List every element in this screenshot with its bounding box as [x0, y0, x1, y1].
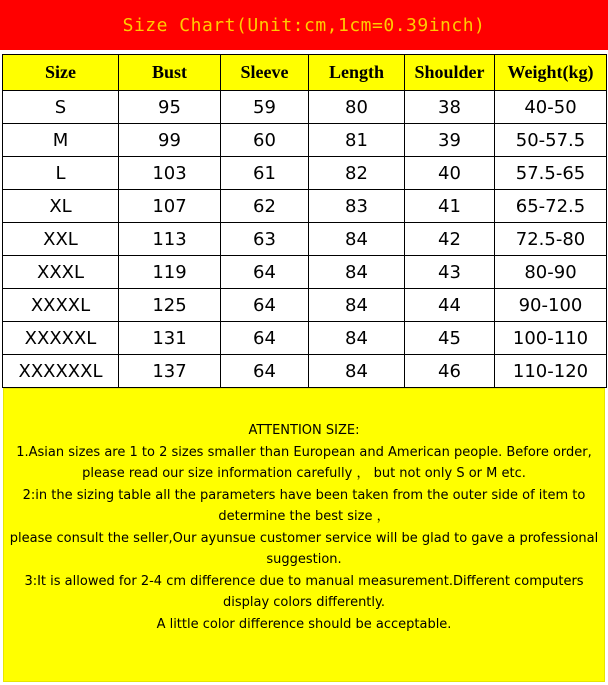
table-row	[3, 124, 607, 157]
table-row	[3, 289, 607, 322]
column-header-size: Size	[3, 55, 119, 91]
cell-shoulder: 44	[405, 289, 495, 322]
cell-sleeve: 63	[221, 223, 309, 256]
cell-shoulder: 43	[405, 256, 495, 289]
cell-size: XXXXXXL	[3, 355, 119, 388]
cell-weight: 65-72.5	[495, 190, 607, 223]
cell-shoulder: 42	[405, 223, 495, 256]
cell-bust: 95	[119, 91, 221, 124]
cell-length: 81	[309, 124, 405, 157]
attention-line: please consult the seller,Our ayunsue customer service will be glad to gave a professional	[9, 530, 599, 546]
cell-bust: 119	[119, 256, 221, 289]
cell-bust: 125	[119, 289, 221, 322]
cell-weight: 110-120	[495, 355, 607, 388]
cell-length: 84	[309, 355, 405, 388]
cell-size: XXXL	[3, 256, 119, 289]
cell-shoulder: 38	[405, 91, 495, 124]
table-header-row	[3, 55, 607, 91]
cell-length: 84	[309, 289, 405, 322]
table-row	[3, 322, 607, 355]
attention-line: 1.Asian sizes are 1 to 2 sizes smaller than European and American people. Before order,	[16, 444, 592, 460]
cell-weight: 80-90	[495, 256, 607, 289]
cell-length: 84	[309, 256, 405, 289]
attention-line: suggestion.	[266, 552, 342, 567]
attention-line: 2:in the sizing table all the parameters have been taken from the outer side of item to	[22, 487, 586, 503]
cell-bust: 99	[119, 124, 221, 157]
title-bar	[0, 0, 608, 52]
cell-bust: 131	[119, 322, 221, 355]
cell-weight: 90-100	[495, 289, 607, 322]
cell-bust: 107	[119, 190, 221, 223]
cell-sleeve: 64	[221, 256, 309, 289]
cell-sleeve: 59	[221, 91, 309, 124]
cell-shoulder: 39	[405, 124, 495, 157]
cell-sleeve: 61	[221, 157, 309, 190]
cell-size: XXXXXL	[3, 322, 119, 355]
cell-weight: 57.5-65	[495, 157, 607, 190]
column-header-shoulder: Shoulder	[405, 55, 495, 91]
cell-weight: 50-57.5	[495, 124, 607, 157]
cell-size: XXXXL	[3, 289, 119, 322]
cell-bust: 113	[119, 223, 221, 256]
cell-weight: 40-50	[495, 91, 607, 124]
table-row	[3, 223, 607, 256]
cell-length: 84	[309, 223, 405, 256]
attention-line: please read our size information carefully ， but not only S or M etc.	[82, 466, 526, 481]
table-row	[3, 190, 607, 223]
cell-size: S	[3, 91, 119, 124]
table-row	[3, 355, 607, 388]
table-row	[3, 256, 607, 289]
cell-size: L	[3, 157, 119, 190]
attention-line: 3:It is allowed for 2-4 cm difference due to manual measurement.Different computers	[24, 573, 584, 589]
cell-shoulder: 45	[405, 322, 495, 355]
cell-length: 83	[309, 190, 405, 223]
column-header-weight: Weight(kg)	[495, 55, 607, 91]
column-header-length: Length	[309, 55, 405, 91]
attention-notice	[3, 388, 605, 682]
column-header-bust: Bust	[119, 55, 221, 91]
cell-size: XXL	[3, 223, 119, 256]
table-row	[3, 91, 607, 124]
cell-weight: 100-110	[495, 322, 607, 355]
cell-shoulder: 41	[405, 190, 495, 223]
cell-sleeve: 64	[221, 355, 309, 388]
size-chart-table	[2, 54, 607, 388]
cell-sleeve: 60	[221, 124, 309, 157]
attention-line: display colors differently.	[222, 595, 385, 610]
cell-size: XL	[3, 190, 119, 223]
cell-weight: 72.5-80	[495, 223, 607, 256]
cell-shoulder: 40	[405, 157, 495, 190]
attention-heading: ATTENTION SIZE:	[248, 423, 360, 438]
cell-bust: 103	[119, 157, 221, 190]
cell-bust: 137	[119, 355, 221, 388]
page-title: Size Chart(Unit:cm,1cm=0.39inch)	[122, 14, 486, 36]
attention-line: A little color difference should be acceptable.	[156, 616, 452, 632]
cell-sleeve: 64	[221, 322, 309, 355]
cell-sleeve: 64	[221, 289, 309, 322]
cell-size: M	[3, 124, 119, 157]
cell-sleeve: 62	[221, 190, 309, 223]
cell-length: 84	[309, 322, 405, 355]
attention-line: determine the best size ，	[218, 509, 390, 524]
cell-shoulder: 46	[405, 355, 495, 388]
cell-length: 82	[309, 157, 405, 190]
table-row	[3, 157, 607, 190]
cell-length: 80	[309, 91, 405, 124]
column-header-sleeve: Sleeve	[221, 55, 309, 91]
